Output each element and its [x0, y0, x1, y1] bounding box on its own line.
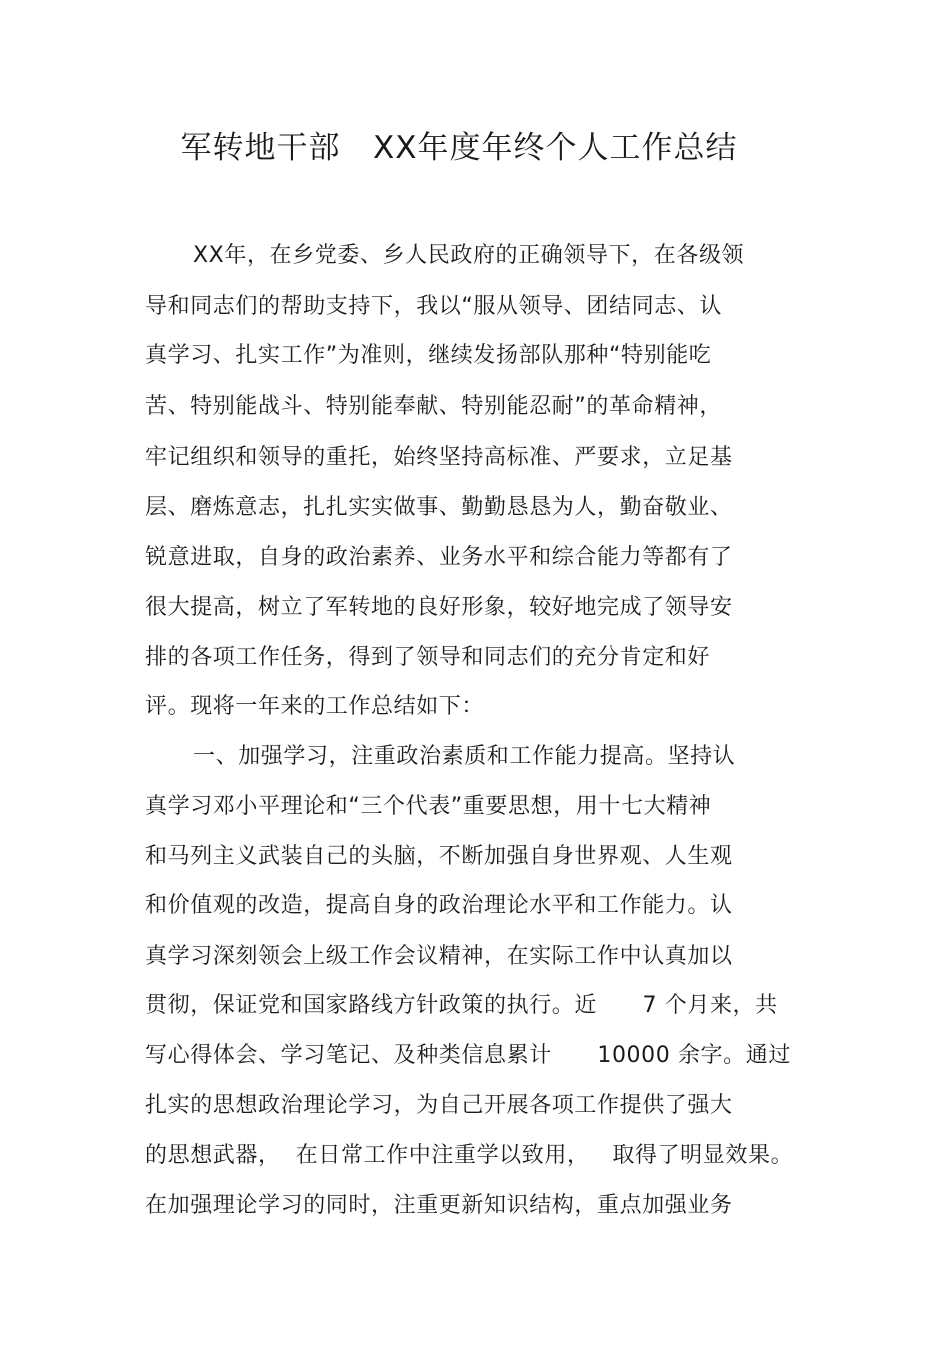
paragraph-line: 导和同志们的帮助支持下，我以“服从领导、团结同志、认 [145, 294, 722, 319]
paragraph-line: 苦、特别能战斗、特别能奉献、特别能忍耐”的革命精神， [145, 394, 722, 419]
paragraph-line: 和价值观的改造，提高自身的政治理论水平和工作能力。认 [145, 893, 733, 918]
paragraph-line: 锐意进取，自身的政治素养、业务水平和综合能力等都有了 [145, 545, 733, 570]
paragraph-line: 扎实的思想政治理论学习，为自己开展各项工作提供了强大 [145, 1093, 733, 1118]
paragraph-line: 贯彻，保证党和国家路线方针政策的执行。近 7 个月来，共 [145, 993, 778, 1018]
paragraph-line: 写心得体会、学习笔记、及种类信息累计 10000 余字。通过 [145, 1043, 791, 1068]
paragraph-line: 真学习、扎实工作”为准则，继续发扬部队那种“特别能吃 [145, 343, 712, 368]
document-title: 军转地干部 XX年度年终个人工作总结 [180, 130, 738, 166]
paragraph-line: XX年，在乡党委、乡人民政府的正确领导下，在各级领 [193, 243, 745, 268]
paragraph-line: 的思想武器， 在日常工作中注重学以致用， 取得了明显效果。 [145, 1143, 794, 1168]
paragraph-line: 层、磨炼意志，扎扎实实做事、勤勤恳恳为人，勤奋敬业、 [145, 495, 733, 520]
paragraph-line: 牢记组织和领导的重托，始终坚持高标准、严要求，立足基 [145, 445, 733, 470]
paragraph-line: 很大提高，树立了军转地的良好形象，较好地完成了领导安 [145, 595, 733, 620]
paragraph-line: 真学习深刻领会上级工作会议精神，在实际工作中认真加以 [145, 944, 733, 969]
paragraph-line: 一、加强学习，注重政治素质和工作能力提高。坚持认 [193, 744, 736, 769]
paragraph-line: 评。现将一年来的工作总结如下： [145, 694, 485, 719]
paragraph-line: 和马列主义武装自己的头脑，不断加强自身世界观、人生观 [145, 844, 733, 869]
paragraph-line: 在加强理论学习的同时，注重更新知识结构，重点加强业务 [145, 1193, 733, 1218]
paragraph-line: 排的各项工作任务，得到了领导和同志们的充分肯定和好 [145, 645, 711, 670]
paragraph-line: 真学习邓小平理论和“三个代表”重要思想，用十七大精神 [145, 794, 712, 819]
